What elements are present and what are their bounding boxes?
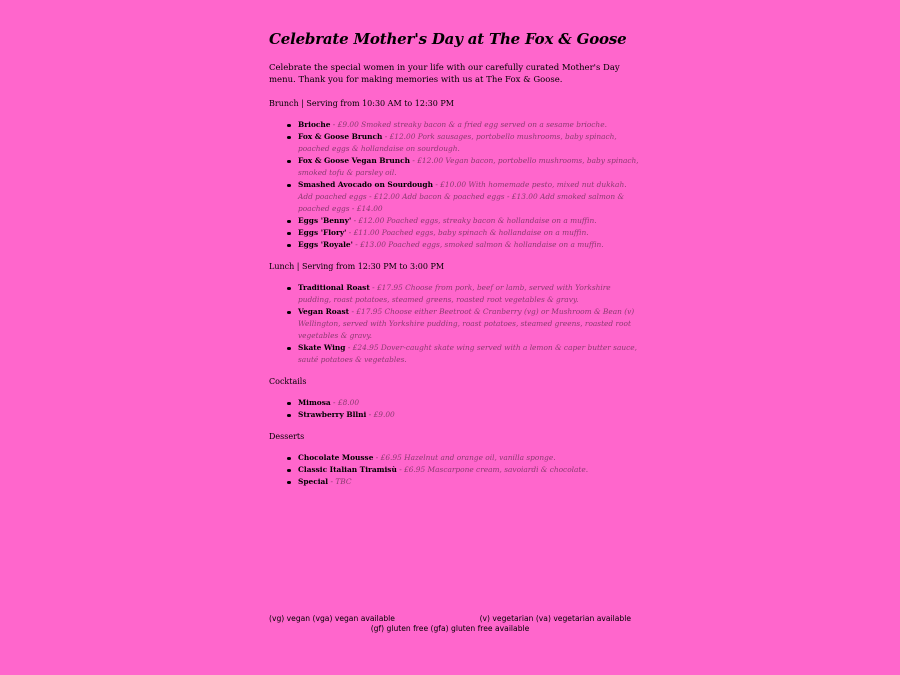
dietary-key-row bbox=[269, 614, 631, 624]
dietary-key-vegetarian: (v) vegetarian (va) vegetarian available bbox=[479, 614, 631, 623]
item-name: Fox & Goose Vegan Brunch bbox=[298, 156, 411, 165]
brunch-list bbox=[269, 119, 639, 251]
item-name: Classic Italian Tiramisù bbox=[298, 465, 397, 474]
item-name: Skate Wing bbox=[298, 343, 346, 352]
item-name: Brioche bbox=[298, 120, 331, 129]
menu-item bbox=[287, 476, 639, 488]
item-desc: - £8.00 bbox=[330, 398, 360, 407]
item-desc: - £17.95 Choose from pork, beef or lamb, served with Yorkshire pudding, roast potatoes, steamed greens, roasted root vegetables & gravy. bbox=[298, 283, 611, 304]
menu-item bbox=[287, 119, 639, 131]
menu-item bbox=[287, 239, 639, 251]
item-name: Special bbox=[298, 477, 329, 486]
section-title-lunch: Lunch | Serving from 12:30 PM to 3:00 PM bbox=[269, 262, 445, 271]
section-desserts bbox=[269, 431, 639, 488]
item-desc: - £6.95 Mascarpone cream, savoiardi & chocolate. bbox=[396, 465, 589, 474]
menu-item bbox=[287, 306, 639, 342]
menu-item bbox=[287, 282, 639, 306]
dietary-key-vegan: (vg) vegan (vga) vegan available bbox=[269, 614, 395, 623]
item-name: Chocolate Mousse bbox=[298, 453, 374, 462]
section-title-desserts: Desserts bbox=[269, 432, 305, 441]
section-title-brunch: Brunch | Serving from 10:30 AM to 12:30 PM bbox=[269, 99, 454, 108]
menu-item bbox=[287, 452, 639, 464]
menu-item bbox=[287, 215, 639, 227]
menu-item bbox=[287, 155, 639, 179]
item-name: Fox & Goose Brunch bbox=[298, 132, 383, 141]
menu-item bbox=[287, 227, 639, 239]
item-desc: - £17.95 Choose either Beetroot & Cranberry (vg) or Mushroom & Bean (v) Wellington, served with Yorkshire pudding, roast potatoes, steamed greens, roasted root vegetables & gravy. bbox=[298, 307, 635, 340]
item-name: Eggs 'Royale' bbox=[298, 240, 353, 249]
item-desc: - £12.00 Poached eggs, streaky bacon & hollandaise on a muffin. bbox=[351, 216, 597, 225]
section-brunch bbox=[269, 98, 639, 251]
item-name: Traditional Roast bbox=[298, 283, 370, 292]
item-desc: - £9.00 bbox=[366, 410, 395, 419]
menu-item bbox=[287, 131, 639, 155]
item-desc: - £9.00 Smoked streaky bacon & a fried egg served on a sesame brioche. bbox=[330, 120, 607, 129]
menu-item bbox=[287, 409, 639, 421]
item-desc: - £10.00 With homemade pesto, mixed nut dukkah. Add poached eggs - £12.00 Add bacon & poached eggs - £13.00 Add smoked salmon & poached eggs - £14.00 bbox=[298, 180, 627, 213]
intro-text: Celebrate the special women in your life with our carefully curated Mother's Day menu. Thank you for making memories with us at The Fox & Goose. bbox=[269, 63, 620, 85]
item-name: Strawberry Bllni bbox=[298, 410, 367, 419]
page-title: Celebrate Mother's Day at The Fox & Goose bbox=[269, 30, 627, 48]
item-name: Vegan Roast bbox=[298, 307, 350, 316]
section-cocktails bbox=[269, 376, 639, 421]
menu-item bbox=[287, 179, 639, 215]
item-name: Smashed Avocado on Sourdough bbox=[298, 180, 433, 189]
menu-item bbox=[287, 397, 639, 409]
cocktails-list bbox=[269, 397, 639, 421]
dietary-key bbox=[269, 614, 631, 634]
item-desc: - £12.00 Pork sausages, portobello mushrooms, baby spinach, poached eggs & hollandaise on sourdough. bbox=[298, 132, 617, 153]
menu-item bbox=[287, 464, 639, 476]
item-desc: - £6.95 Hazelnut and orange oil, vanilla sponge. bbox=[373, 453, 556, 462]
item-desc: - £24.95 Dover-caught skate wing served with a lemon & caper butter sauce, sauté potatoes & vegetables. bbox=[298, 343, 637, 364]
item-name: Mimosa bbox=[298, 398, 331, 407]
menu-page bbox=[269, 30, 639, 498]
item-name: Eggs 'Flory' bbox=[298, 228, 347, 237]
item-name: Eggs 'Benny' bbox=[298, 216, 352, 225]
menu-item bbox=[287, 342, 639, 366]
section-lunch bbox=[269, 261, 639, 366]
item-desc: - £13.00 Poached eggs, smoked salmon & hollandaise on a muffin. bbox=[352, 240, 604, 249]
desserts-list bbox=[269, 452, 639, 488]
dietary-key-gluten-free: (gf) gluten free (gfa) gluten free available bbox=[370, 624, 530, 633]
section-title-cocktails: Cocktails bbox=[269, 377, 307, 386]
lunch-list bbox=[269, 282, 639, 366]
item-desc: - £12.00 Vegan bacon, portobello mushrooms, baby spinach, smoked tofu & parsley oil. bbox=[298, 156, 639, 177]
item-desc: - TBC bbox=[328, 477, 352, 486]
item-desc: - £11.00 Poached eggs, baby spinach & hollandaise on a muffin. bbox=[346, 228, 589, 237]
